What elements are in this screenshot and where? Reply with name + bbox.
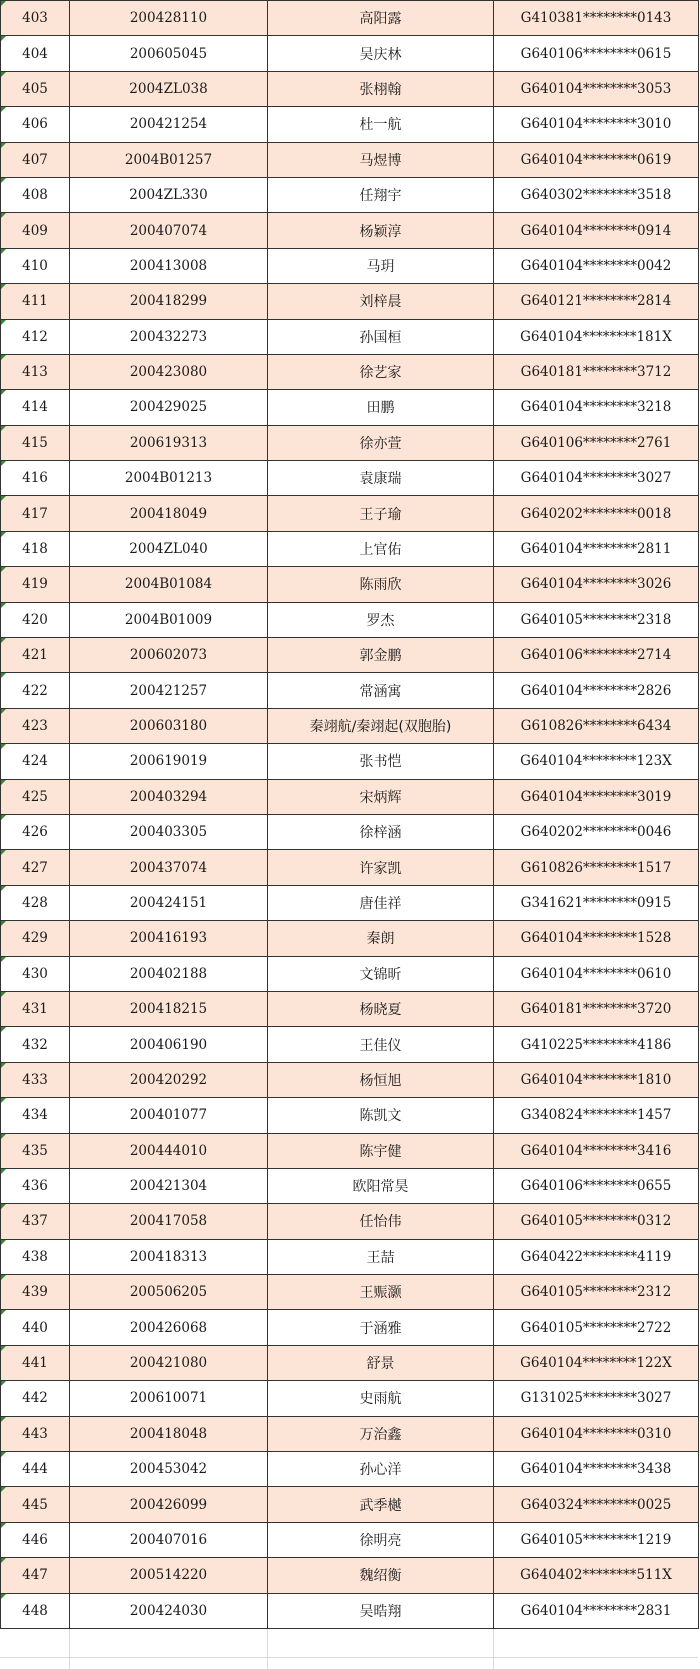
cell-certificate-id[interactable]: G640106********0655 xyxy=(494,1168,699,1203)
cell-row-number[interactable]: 409 xyxy=(1,213,70,248)
cell-certificate-id[interactable]: G640104********0914 xyxy=(494,213,699,248)
cell-certificate-id[interactable]: G131025********3027 xyxy=(494,1381,699,1416)
cell-name[interactable]: 罗杰 xyxy=(268,602,494,637)
table-row xyxy=(1,779,699,814)
cell-certificate-id[interactable]: G640104********0310 xyxy=(494,1416,699,1451)
cell-row-number[interactable]: 418 xyxy=(1,531,70,566)
cell-name[interactable]: 宋炳辉 xyxy=(268,779,494,814)
table-row xyxy=(1,1522,699,1557)
cell-name[interactable]: 魏绍衡 xyxy=(268,1558,494,1593)
cell-registration-id[interactable]: 200418313 xyxy=(70,1239,268,1274)
table-row xyxy=(1,213,699,248)
table-row xyxy=(1,956,699,991)
cell-certificate-id[interactable]: G640106********0615 xyxy=(494,36,699,71)
table-row xyxy=(1,814,699,849)
table-row xyxy=(1,567,699,602)
table-row xyxy=(1,1275,699,1310)
table-row xyxy=(1,1204,699,1239)
cell-name[interactable]: 欧阳常昊 xyxy=(268,1168,494,1203)
cell-certificate-id[interactable]: G640104********2811 xyxy=(494,531,699,566)
cell-row-number[interactable]: 443 xyxy=(1,1416,70,1451)
table-row xyxy=(1,1558,699,1593)
cell-row-number[interactable]: 425 xyxy=(1,779,70,814)
table-row xyxy=(1,1487,699,1522)
cell-row-number[interactable]: 435 xyxy=(1,1133,70,1168)
cell-row-number[interactable]: 420 xyxy=(1,602,70,637)
cell-registration-id[interactable]: 2004ZL038 xyxy=(70,71,268,106)
cell-certificate-id[interactable]: G340824********1457 xyxy=(494,1098,699,1133)
cell-registration-id[interactable]: 2004B01213 xyxy=(70,461,268,496)
cell-registration-id[interactable]: 200514220 xyxy=(70,1558,268,1593)
cell-certificate-id[interactable]: G640105********2722 xyxy=(494,1310,699,1345)
table-row xyxy=(1,1168,699,1203)
cell-name[interactable]: 吴晧翔 xyxy=(268,1593,494,1628)
table-row xyxy=(1,1381,699,1416)
cell-certificate-id[interactable]: G640106********2761 xyxy=(494,425,699,460)
cell-registration-id[interactable]: 200413008 xyxy=(70,248,268,283)
cell-registration-id[interactable]: 200402188 xyxy=(70,956,268,991)
cell-name[interactable]: 杨恒旭 xyxy=(268,1062,494,1097)
cell-certificate-id[interactable]: G640104********3053 xyxy=(494,71,699,106)
cell-name[interactable]: 杨颖淳 xyxy=(268,213,494,248)
table-row xyxy=(1,1239,699,1274)
cell-name[interactable]: 王佳仪 xyxy=(268,1027,494,1062)
cell-row-number[interactable]: 434 xyxy=(1,1098,70,1133)
table-row xyxy=(1,1416,699,1451)
cell-name[interactable]: 徐亦萱 xyxy=(268,425,494,460)
cell-row-number[interactable]: 403 xyxy=(1,1,70,36)
cell-certificate-id[interactable]: G410381********0143 xyxy=(494,1,699,36)
cell-name[interactable]: 于涵雅 xyxy=(268,1310,494,1345)
cell-certificate-id[interactable]: G640402********511X xyxy=(494,1558,699,1593)
cell-registration-id[interactable]: 200421304 xyxy=(70,1168,268,1203)
cell-name[interactable]: 张栩翰 xyxy=(268,71,494,106)
cell-certificate-id[interactable]: G410225********4186 xyxy=(494,1027,699,1062)
table-row xyxy=(1,461,699,496)
cell-row-number[interactable]: 427 xyxy=(1,850,70,885)
cell-certificate-id[interactable]: G640181********3720 xyxy=(494,991,699,1026)
cell-name[interactable]: 孙国桓 xyxy=(268,319,494,354)
cell-certificate-id[interactable]: G640104********2831 xyxy=(494,1593,699,1628)
cell-row-number[interactable]: 426 xyxy=(1,814,70,849)
cell-certificate-id[interactable]: G640104********3416 xyxy=(494,1133,699,1168)
cell-certificate-id[interactable]: G640104********1528 xyxy=(494,921,699,956)
cell-registration-id[interactable]: 200603180 xyxy=(70,708,268,743)
cell-registration-id[interactable]: 200605045 xyxy=(70,36,268,71)
table-row xyxy=(1,107,699,142)
cell-row-number[interactable]: 417 xyxy=(1,496,70,531)
cell-row-number[interactable]: 431 xyxy=(1,991,70,1026)
cell-registration-id[interactable]: 200619313 xyxy=(70,425,268,460)
cell-name[interactable]: 杜一航 xyxy=(268,107,494,142)
cell-name[interactable]: 上官佑 xyxy=(268,531,494,566)
cell-name[interactable]: 徐明亮 xyxy=(268,1522,494,1557)
cell-registration-id[interactable]: 2004ZL330 xyxy=(70,177,268,212)
cell-certificate-id[interactable]: G610826********6434 xyxy=(494,708,699,743)
cell-registration-id[interactable]: 200418215 xyxy=(70,991,268,1026)
table-row xyxy=(1,531,699,566)
cell-row-number[interactable]: 432 xyxy=(1,1027,70,1062)
cell-name[interactable]: 文锦昕 xyxy=(268,956,494,991)
cell-registration-id[interactable]: 200444010 xyxy=(70,1133,268,1168)
table-body xyxy=(1,1,699,1629)
cell-name[interactable]: 陈凯文 xyxy=(268,1098,494,1133)
cell-row-number[interactable]: 411 xyxy=(1,284,70,319)
cell-name[interactable]: 舒景 xyxy=(268,1345,494,1380)
cell-registration-id[interactable]: 200421257 xyxy=(70,673,268,708)
cell-name[interactable]: 刘梓晨 xyxy=(268,284,494,319)
table-row xyxy=(1,284,699,319)
cell-row-number[interactable]: 419 xyxy=(1,567,70,602)
cell-registration-id[interactable]: 200403305 xyxy=(70,814,268,849)
cell-certificate-id[interactable]: G640104********1810 xyxy=(494,1062,699,1097)
table-row xyxy=(1,991,699,1026)
cell-name[interactable]: 武季樾 xyxy=(268,1487,494,1522)
cell-row-number[interactable]: 447 xyxy=(1,1558,70,1593)
cell-name[interactable]: 王喆 xyxy=(268,1239,494,1274)
cell-row-number[interactable]: 428 xyxy=(1,885,70,920)
cell-registration-id[interactable]: 200432273 xyxy=(70,319,268,354)
cell-registration-id[interactable]: 200426099 xyxy=(70,1487,268,1522)
cell-name[interactable]: 许家凯 xyxy=(268,850,494,885)
table-row xyxy=(1,1452,699,1487)
cell-registration-id[interactable]: 200423080 xyxy=(70,354,268,389)
cell-row-number[interactable]: 410 xyxy=(1,248,70,283)
cell-certificate-id[interactable]: G640105********0312 xyxy=(494,1204,699,1239)
table-row xyxy=(1,1133,699,1168)
cell-row-number[interactable]: 438 xyxy=(1,1239,70,1274)
cell-registration-id[interactable]: 200610071 xyxy=(70,1381,268,1416)
cell-row-number[interactable]: 430 xyxy=(1,956,70,991)
table-row xyxy=(1,708,699,743)
cell-row-number[interactable]: 404 xyxy=(1,36,70,71)
cell-certificate-id[interactable]: G640121********2814 xyxy=(494,284,699,319)
cell-row-number[interactable]: 423 xyxy=(1,708,70,743)
cell-row-number[interactable]: 406 xyxy=(1,107,70,142)
table-row xyxy=(1,36,699,71)
cell-certificate-id[interactable]: G640181********3712 xyxy=(494,354,699,389)
table-row xyxy=(1,1,699,36)
cell-row-number[interactable]: 424 xyxy=(1,744,70,779)
table-row xyxy=(1,1098,699,1133)
cell-name[interactable]: 任怡伟 xyxy=(268,1204,494,1239)
cell-certificate-id[interactable]: G640422********4119 xyxy=(494,1239,699,1274)
table-row xyxy=(1,1593,699,1628)
cell-registration-id[interactable]: 200401077 xyxy=(70,1098,268,1133)
cell-name[interactable]: 秦朗 xyxy=(268,921,494,956)
cell-name[interactable]: 马煜博 xyxy=(268,142,494,177)
cell-certificate-id[interactable]: G640104********0610 xyxy=(494,956,699,991)
cell-row-number[interactable]: 433 xyxy=(1,1062,70,1097)
cell-certificate-id[interactable]: G640104********3438 xyxy=(494,1452,699,1487)
table-row xyxy=(1,1310,699,1345)
cell-registration-id[interactable]: 200416193 xyxy=(70,921,268,956)
cell-registration-id[interactable]: 200437074 xyxy=(70,850,268,885)
cell-name[interactable]: 陈宇健 xyxy=(268,1133,494,1168)
cell-row-number[interactable]: 437 xyxy=(1,1204,70,1239)
cell-row-number[interactable]: 440 xyxy=(1,1310,70,1345)
cell-name[interactable]: 王子瑜 xyxy=(268,496,494,531)
cell-name[interactable]: 高阳露 xyxy=(268,1,494,36)
table-row xyxy=(1,425,699,460)
cell-row-number[interactable]: 405 xyxy=(1,71,70,106)
table-row xyxy=(1,71,699,106)
cell-row-number[interactable]: 439 xyxy=(1,1275,70,1310)
table-row xyxy=(1,248,699,283)
cell-name[interactable]: 秦翊航/秦翊起(双胞胎) xyxy=(268,708,494,743)
table-row xyxy=(1,1062,699,1097)
cell-row-number[interactable]: 408 xyxy=(1,177,70,212)
cell-certificate-id[interactable]: G640105********2312 xyxy=(494,1275,699,1310)
cell-name[interactable]: 徐梓涵 xyxy=(268,814,494,849)
cell-name[interactable]: 郭金鹏 xyxy=(268,638,494,673)
cell-name[interactable]: 常涵寓 xyxy=(268,673,494,708)
cell-certificate-id[interactable]: G640104********181X xyxy=(494,319,699,354)
cell-row-number[interactable]: 448 xyxy=(1,1593,70,1628)
cell-certificate-id[interactable]: G640105********1219 xyxy=(494,1522,699,1557)
cell-registration-id[interactable]: 200407074 xyxy=(70,213,268,248)
cell-row-number[interactable]: 444 xyxy=(1,1452,70,1487)
cell-certificate-id[interactable]: G640105********2318 xyxy=(494,602,699,637)
cell-name[interactable]: 徐艺家 xyxy=(268,354,494,389)
cell-registration-id[interactable]: 200453042 xyxy=(70,1452,268,1487)
cell-name[interactable]: 吴庆林 xyxy=(268,36,494,71)
cell-registration-id[interactable]: 200619019 xyxy=(70,744,268,779)
cell-name[interactable]: 张书恺 xyxy=(268,744,494,779)
cell-registration-id[interactable]: 200506205 xyxy=(70,1275,268,1310)
cell-certificate-id[interactable]: G640104********0042 xyxy=(494,248,699,283)
cell-name[interactable]: 袁康瑞 xyxy=(268,461,494,496)
cell-row-number[interactable]: 445 xyxy=(1,1487,70,1522)
cell-row-number[interactable]: 414 xyxy=(1,390,70,425)
cell-row-number[interactable]: 446 xyxy=(1,1522,70,1557)
cell-certificate-id[interactable]: G640104********123X xyxy=(494,744,699,779)
cell-row-number[interactable]: 441 xyxy=(1,1345,70,1380)
cell-row-number[interactable]: 429 xyxy=(1,921,70,956)
cell-name[interactable]: 田鹏 xyxy=(268,390,494,425)
cell-registration-id[interactable]: 200418049 xyxy=(70,496,268,531)
cell-row-number[interactable]: 413 xyxy=(1,354,70,389)
cell-certificate-id[interactable]: G640302********3518 xyxy=(494,177,699,212)
cell-name[interactable]: 马玥 xyxy=(268,248,494,283)
cell-registration-id[interactable]: 200407016 xyxy=(70,1522,268,1557)
cell-row-number[interactable]: 436 xyxy=(1,1168,70,1203)
cell-row-number[interactable]: 412 xyxy=(1,319,70,354)
cell-registration-id[interactable]: 200602073 xyxy=(70,638,268,673)
cell-registration-id[interactable]: 2004B01257 xyxy=(70,142,268,177)
table-row xyxy=(1,177,699,212)
cell-name[interactable]: 史雨航 xyxy=(268,1381,494,1416)
cell-row-number[interactable]: 422 xyxy=(1,673,70,708)
cell-name[interactable]: 杨晓夏 xyxy=(268,991,494,1026)
cell-registration-id[interactable]: 200406190 xyxy=(70,1027,268,1062)
cell-name[interactable]: 孙心洋 xyxy=(268,1452,494,1487)
cell-registration-id[interactable]: 2004B01084 xyxy=(70,567,268,602)
cell-registration-id[interactable]: 200418048 xyxy=(70,1416,268,1451)
cell-name[interactable]: 任翔宇 xyxy=(268,177,494,212)
table-row xyxy=(1,354,699,389)
cell-row-number[interactable]: 442 xyxy=(1,1381,70,1416)
cell-certificate-id[interactable]: G640106********2714 xyxy=(494,638,699,673)
table-row xyxy=(1,390,699,425)
cell-registration-id[interactable]: 200421080 xyxy=(70,1345,268,1380)
table-row xyxy=(1,673,699,708)
table-row xyxy=(1,921,699,956)
cell-registration-id[interactable]: 2004B01009 xyxy=(70,602,268,637)
cell-registration-id[interactable]: 200417058 xyxy=(70,1204,268,1239)
cell-certificate-id[interactable]: G640104********3019 xyxy=(494,779,699,814)
table-row xyxy=(1,850,699,885)
table-row xyxy=(1,744,699,779)
table-row xyxy=(1,602,699,637)
table-row xyxy=(1,319,699,354)
cell-row-number[interactable]: 416 xyxy=(1,461,70,496)
cell-name[interactable]: 唐佳祥 xyxy=(268,885,494,920)
cell-registration-id[interactable]: 200418299 xyxy=(70,284,268,319)
table-row xyxy=(1,496,699,531)
cell-certificate-id[interactable]: G610826********1517 xyxy=(494,850,699,885)
cell-name[interactable]: 万治鑫 xyxy=(268,1416,494,1451)
cell-registration-id[interactable]: 200426068 xyxy=(70,1310,268,1345)
cell-row-number[interactable]: 415 xyxy=(1,425,70,460)
cell-certificate-id[interactable]: G640202********0046 xyxy=(494,814,699,849)
cell-row-number[interactable]: 421 xyxy=(1,638,70,673)
table-row xyxy=(1,1345,699,1380)
cell-certificate-id[interactable]: G640104********0619 xyxy=(494,142,699,177)
cell-certificate-id[interactable]: G640104********3010 xyxy=(494,107,699,142)
cell-certificate-id[interactable]: G640104********3027 xyxy=(494,461,699,496)
table-row xyxy=(1,885,699,920)
cell-certificate-id[interactable]: G640104********3218 xyxy=(494,390,699,425)
cell-certificate-id[interactable]: G640202********0018 xyxy=(494,496,699,531)
cell-registration-id[interactable]: 200403294 xyxy=(70,779,268,814)
table-row xyxy=(1,1027,699,1062)
cell-certificate-id[interactable]: G341621********0915 xyxy=(494,885,699,920)
cell-name[interactable]: 王赈灏 xyxy=(268,1275,494,1310)
cell-registration-id[interactable]: 200424030 xyxy=(70,1593,268,1628)
cell-certificate-id[interactable]: G640104********3026 xyxy=(494,567,699,602)
cell-certificate-id[interactable]: G640104********2826 xyxy=(494,673,699,708)
cell-registration-id[interactable]: 200421254 xyxy=(70,107,268,142)
cell-row-number[interactable]: 407 xyxy=(1,142,70,177)
cell-certificate-id[interactable]: G640104********122X xyxy=(494,1345,699,1380)
cell-registration-id[interactable]: 200428110 xyxy=(70,1,268,36)
cell-registration-id[interactable]: 200429025 xyxy=(70,390,268,425)
cell-registration-id[interactable]: 2004ZL040 xyxy=(70,531,268,566)
table-row xyxy=(1,142,699,177)
cell-certificate-id[interactable]: G640324********0025 xyxy=(494,1487,699,1522)
cell-name[interactable]: 陈雨欣 xyxy=(268,567,494,602)
cell-registration-id[interactable]: 200420292 xyxy=(70,1062,268,1097)
cell-registration-id[interactable]: 200424151 xyxy=(70,885,268,920)
table-row xyxy=(1,638,699,673)
